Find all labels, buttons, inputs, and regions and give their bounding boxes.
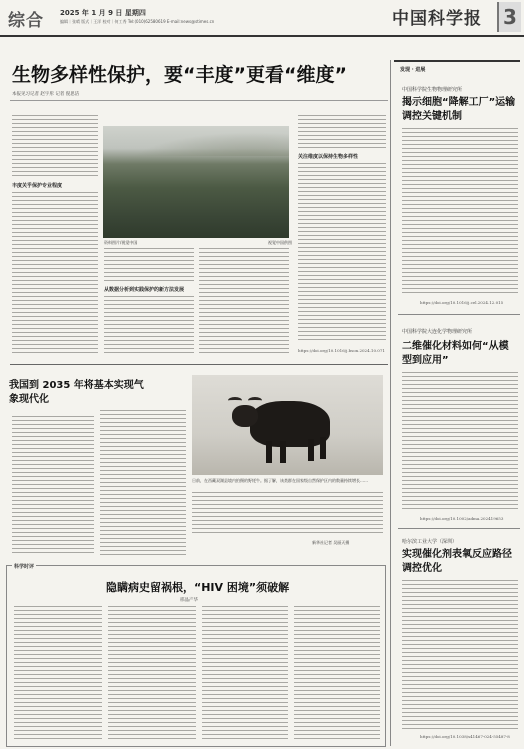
sidebar-item-text (402, 128, 518, 296)
lead-rule (10, 100, 388, 101)
second-headline: 我国到 2035 年将基本实现气象现代化 (9, 380, 144, 405)
commentary-text-col3 (202, 606, 288, 740)
yak-horn-right (248, 397, 262, 404)
commentary-text-col1 (14, 606, 102, 740)
sidebar-item-org: 哈尔滨工业大学（深圳） (402, 539, 458, 545)
yak-leg (280, 441, 286, 463)
lead-bottom-rule (10, 364, 388, 365)
second-text-col1 (12, 416, 94, 556)
lead-text-col1a (12, 115, 98, 177)
lead-text-col2a (104, 248, 194, 282)
sidebar-item-text (402, 372, 518, 512)
sidebar-rule (398, 528, 520, 529)
sidebar-top-rule (394, 60, 520, 62)
lead-text-col4a (298, 115, 386, 149)
yak-head-shape (232, 405, 258, 427)
issue-date: 2025 年 1 月 9 日 星期四 (60, 9, 146, 17)
lead-text-col1b (12, 192, 98, 356)
lead-text-col4b (298, 163, 386, 343)
sidebar-rule (398, 314, 520, 315)
header-rule (0, 35, 524, 37)
sidebar-heading: 发现 · 进展 (400, 67, 426, 73)
sidebar-item-doi: https://doi.org/10.1016/j.cel.2024.12.015 (420, 300, 504, 305)
sidebar-item-title: 二维催化材料如何“从模型到应用” (402, 341, 509, 366)
sidebar-item-title: 实现催化剂表氧反应路径调控优化 (402, 549, 512, 574)
yak-photo (192, 375, 383, 475)
lead-subhead-1: 丰度关乎保护专业程度 (12, 183, 63, 189)
yak-photo-credit: 新华社记者 吴丽天摄 (312, 540, 350, 545)
commentary-tag: 科学时评 (14, 564, 35, 570)
editor-contact: 编辑｜张晴 版式｜王洋 校对｜何工秀 Tel:(010)62580619 E-mail:news@stimes.cn (60, 19, 215, 24)
sidebar-divider (390, 60, 391, 746)
sidebar-item-doi: https://doi.org/10.1002/adma.202419653 (420, 516, 504, 521)
mountain-forest-photo (103, 126, 289, 238)
yak-leg (308, 439, 314, 461)
mountain-photo-caption: 资料图片/视觉中国 (104, 240, 138, 245)
second-text-col2 (100, 410, 186, 556)
mountain-photo-credit: 视觉中国供图 (268, 240, 292, 245)
lead-byline: 本报见习记者 赵宇彤 记者 倪思洁 (12, 92, 80, 97)
section-name: 综合 (8, 11, 44, 31)
yak-horn-left (228, 397, 242, 404)
lead-subhead-3: 从数据分析到实践保护的新方法发展 (104, 287, 185, 293)
yak-leg (266, 441, 272, 463)
lead-doi: https://doi.org/10.1016/j.bson.2024.10.071 (298, 348, 385, 353)
yak-photo-caption: 日前，在西藏双湖县境内拍摄的野牦牛。据了解，该类群在国家级自然保护区内的数量持续增长…… (192, 478, 368, 483)
sidebar-item-text (402, 580, 518, 730)
commentary-author: 邢晶产华 (180, 598, 198, 603)
page-number: 3 (497, 2, 521, 32)
sidebar-item-org: 中国科学院生物物理研究所 (402, 87, 463, 93)
sidebar-item-org: 中国科学院大连化学物理研究所 (402, 329, 473, 335)
newspaper-logo: 中国科学报 (392, 9, 482, 29)
commentary-text-col4 (294, 606, 380, 740)
sidebar-item-doi: https://doi.org/10.1038/s41467-024-55487-8 (420, 734, 510, 739)
commentary-headline: 隐瞒病史留祸根，“HIV 困境”须破解 (106, 581, 290, 594)
yak-body-shape (250, 401, 330, 447)
lead-text-col3 (199, 248, 289, 356)
sidebar-item-title: 揭示细胞“降解工厂”运输调控关键机制 (402, 97, 516, 122)
yak-leg (320, 437, 326, 459)
lead-subhead-2: 关注维度以保持生物多样性 (298, 154, 359, 160)
lead-text-col2b (104, 296, 194, 356)
yak-caption-text (192, 492, 383, 536)
lead-headline: 生物多样性保护，要“丰度”更看“维度” (12, 64, 347, 86)
commentary-text-col2 (108, 606, 196, 740)
